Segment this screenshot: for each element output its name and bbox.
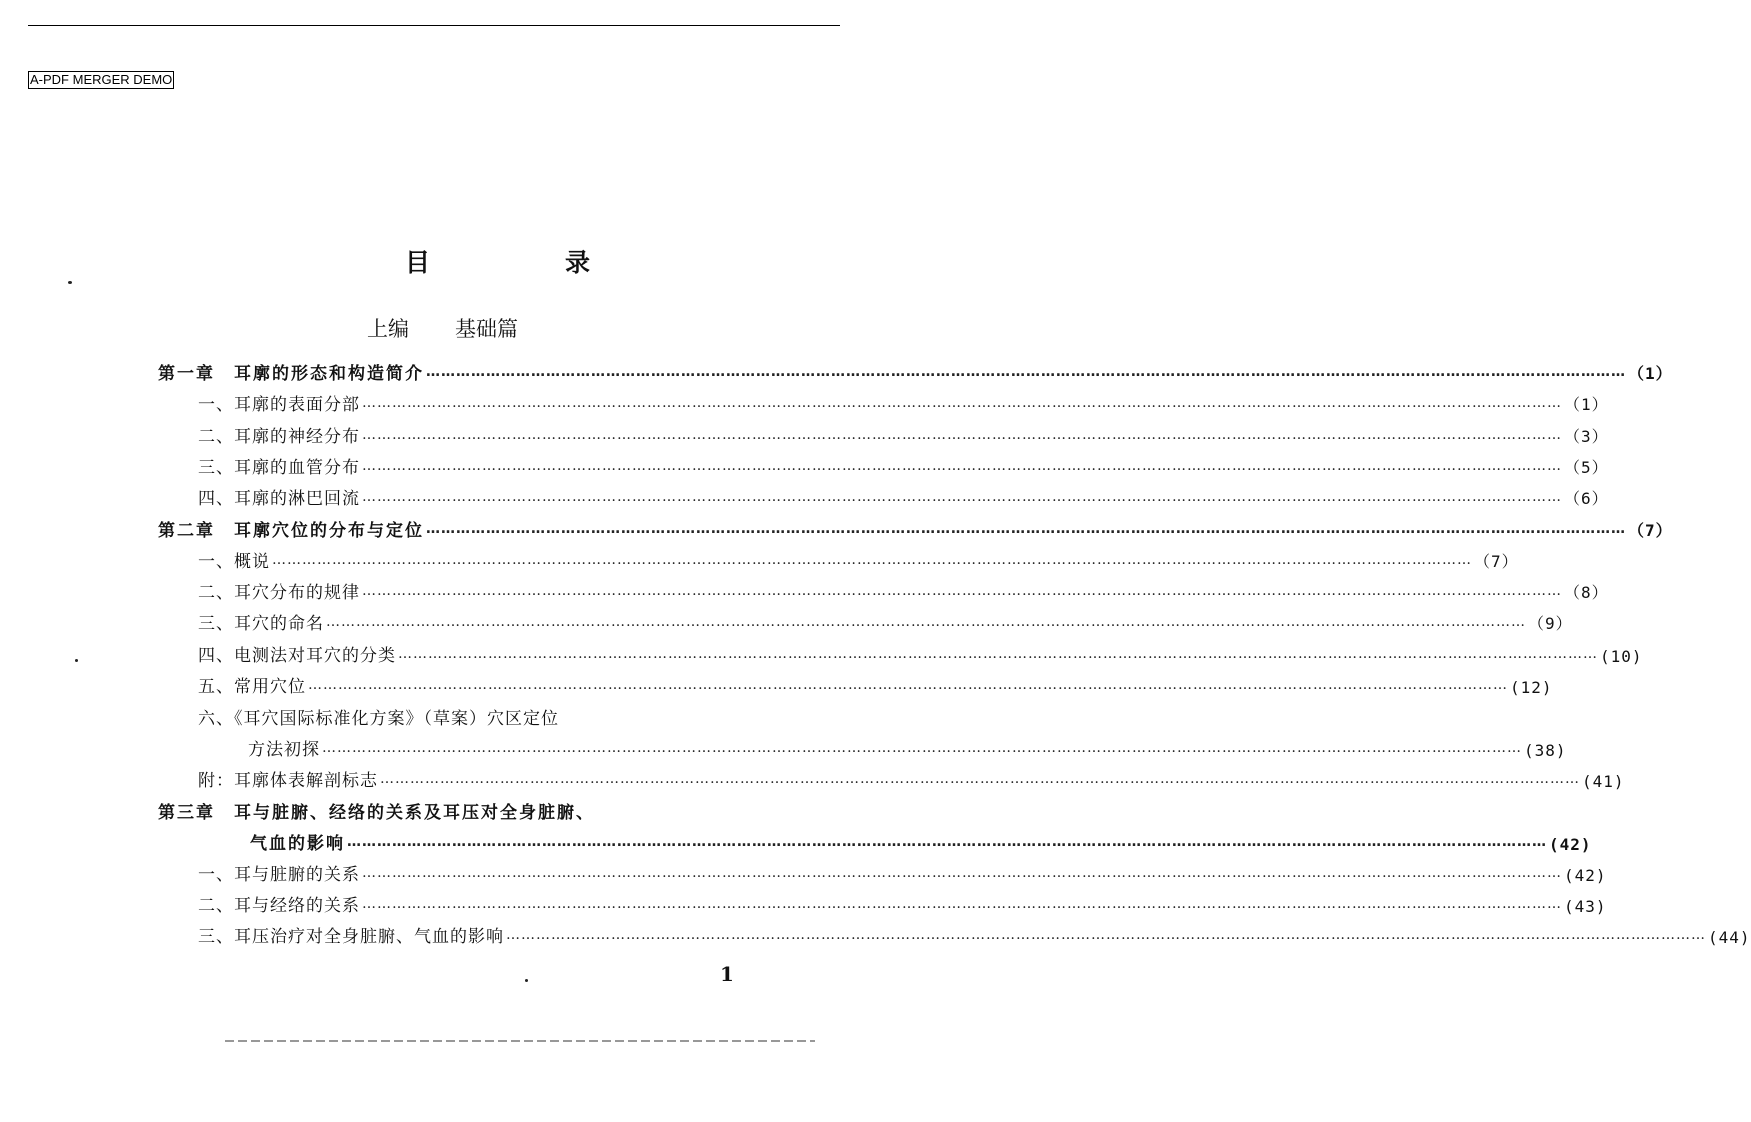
toc-leader-dots: ……………………………………………………………………………………………………………………………………………………………………………………………………………………	[380, 771, 1580, 787]
toc-page-ref: (44)	[1708, 928, 1751, 947]
toc-leader-dots: ……………………………………………………………………………………………………………………………………………………………………………………………………………………	[426, 364, 1626, 380]
toc-leader-dots: ……………………………………………………………………………………………………………………………………………………………………………………………………………………	[506, 927, 1706, 943]
toc-page-ref: （5）	[1564, 458, 1609, 477]
toc-entry	[250, 830, 1592, 854]
toc-entry	[198, 485, 1609, 509]
toc-item-title: 五、常用穴位	[198, 677, 306, 697]
toc-entry	[198, 548, 1519, 572]
toc-item-title: 二、耳穴分布的规律	[198, 583, 360, 603]
toc-entry	[198, 642, 1643, 666]
toc-item-title: 一、耳与脏腑的关系	[198, 865, 360, 885]
toc-leader-dots: ……………………………………………………………………………………………………………………………………………………………………………………………………………………	[362, 583, 1562, 599]
toc-page-ref: (10)	[1600, 647, 1643, 666]
toc-entry	[198, 454, 1609, 478]
toc-page-ref: （7）	[1474, 552, 1519, 571]
toc-page-ref: (42)	[1549, 835, 1592, 854]
toc-chapter-title: 气血的影响	[250, 834, 345, 854]
toc-leader-dots: ……………………………………………………………………………………………………………………………………………………………………………………………………………………	[398, 646, 1598, 662]
toc-page-ref: (38)	[1524, 741, 1567, 760]
toc-chapter-title: 第二章 耳廓穴位的分布与定位	[158, 521, 424, 541]
toc-page-ref: （1）	[1564, 395, 1609, 414]
scan-speck	[525, 979, 528, 982]
toc-leader-dots: ……………………………………………………………………………………………………………………………………………………………………………………………………………………	[362, 489, 1562, 505]
toc-page-ref: （8）	[1564, 583, 1609, 602]
toc-item-title: 四、耳廓的淋巴回流	[198, 489, 360, 509]
toc-page-ref: (42)	[1564, 866, 1607, 885]
toc-item-title: 三、耳压治疗对全身脏腑、气血的影响	[198, 927, 504, 947]
toc-entry	[198, 861, 1607, 885]
toc-item-title: 一、耳廓的表面分部	[198, 395, 360, 415]
top-rule	[28, 25, 840, 26]
page-number: 1	[720, 962, 734, 986]
toc-leader-dots: ……………………………………………………………………………………………………………………………………………………………………………………………………………………	[347, 834, 1547, 850]
toc-leader-dots: ……………………………………………………………………………………………………………………………………………………………………………………………………………………	[362, 458, 1562, 474]
toc-entry	[198, 767, 1625, 791]
page-title: 目 录	[405, 248, 646, 277]
toc-leader-dots: ……………………………………………………………………………………………………………………………………………………………………………………………………………………	[362, 427, 1562, 443]
toc-item-title: 附：耳廓体表解剖标志	[198, 771, 378, 791]
toc-leader-dots: ……………………………………………………………………………………………………………………………………………………………………………………………………………………	[362, 865, 1562, 881]
toc-page-ref: （9）	[1528, 614, 1573, 633]
toc-page-ref: (12)	[1510, 678, 1553, 697]
toc-entry	[198, 423, 1609, 447]
toc-entry	[158, 360, 1673, 384]
toc-entry	[198, 391, 1609, 415]
toc-item-title: 二、耳廓的神经分布	[198, 427, 360, 447]
scan-speck	[75, 659, 78, 662]
toc-page-ref: （7）	[1628, 521, 1673, 540]
toc-chapter-title: 第三章 耳与脏腑、经络的关系及耳压对全身脏腑、	[158, 803, 595, 823]
section-part: 上编	[367, 317, 409, 341]
toc-leader-dots: ……………………………………………………………………………………………………………………………………………………………………………………………………………………	[362, 395, 1562, 411]
toc-leader-dots: ……………………………………………………………………………………………………………………………………………………………………………………………………………………	[272, 552, 1472, 568]
toc-page-ref: (41)	[1582, 772, 1625, 791]
toc-entry	[248, 736, 1567, 760]
toc-item-title: 二、耳与经络的关系	[198, 896, 360, 916]
toc-item-title: 方法初探	[248, 740, 320, 760]
toc-leader-dots: ……………………………………………………………………………………………………………………………………………………………………………………………………………………	[322, 740, 1522, 756]
toc-leader-dots: ……………………………………………………………………………………………………………………………………………………………………………………………………………………	[426, 521, 1626, 537]
section-name: 基础篇	[455, 317, 518, 341]
toc-entry	[198, 673, 1553, 697]
toc-item-title: 一、概说	[198, 552, 270, 572]
toc-page-ref: (43)	[1564, 897, 1607, 916]
scan-artifact-line	[225, 1040, 815, 1042]
section-heading	[367, 313, 518, 343]
scan-speck	[68, 281, 72, 284]
toc-chapter-title: 第一章 耳廓的形态和构造简介	[158, 364, 424, 384]
toc-item-title: 三、耳廓的血管分布	[198, 458, 360, 478]
toc-entry	[158, 517, 1673, 541]
toc-entry	[198, 892, 1607, 916]
toc-page-ref: （6）	[1564, 489, 1609, 508]
toc-leader-dots: ……………………………………………………………………………………………………………………………………………………………………………………………………………………	[308, 677, 1508, 693]
toc-item-title: 六、《耳穴国际标准化方案》（草案）穴区定位	[198, 709, 559, 729]
toc-item-title: 三、耳穴的命名	[198, 614, 324, 634]
toc-leader-dots: ……………………………………………………………………………………………………………………………………………………………………………………………………………………	[326, 614, 1526, 630]
toc-entry	[198, 704, 559, 728]
toc-leader-dots: ……………………………………………………………………………………………………………………………………………………………………………………………………………………	[362, 896, 1562, 912]
toc-entry	[198, 923, 1751, 947]
toc-item-title: 四、电测法对耳穴的分类	[198, 646, 396, 666]
toc-page-ref: （1）	[1628, 364, 1673, 383]
toc-page-ref: （3）	[1564, 427, 1609, 446]
toc-entry	[158, 798, 595, 822]
toc-entry	[198, 610, 1573, 634]
toc-entry	[198, 579, 1609, 603]
watermark-label: A-PDF MERGER DEMO	[30, 72, 173, 87]
